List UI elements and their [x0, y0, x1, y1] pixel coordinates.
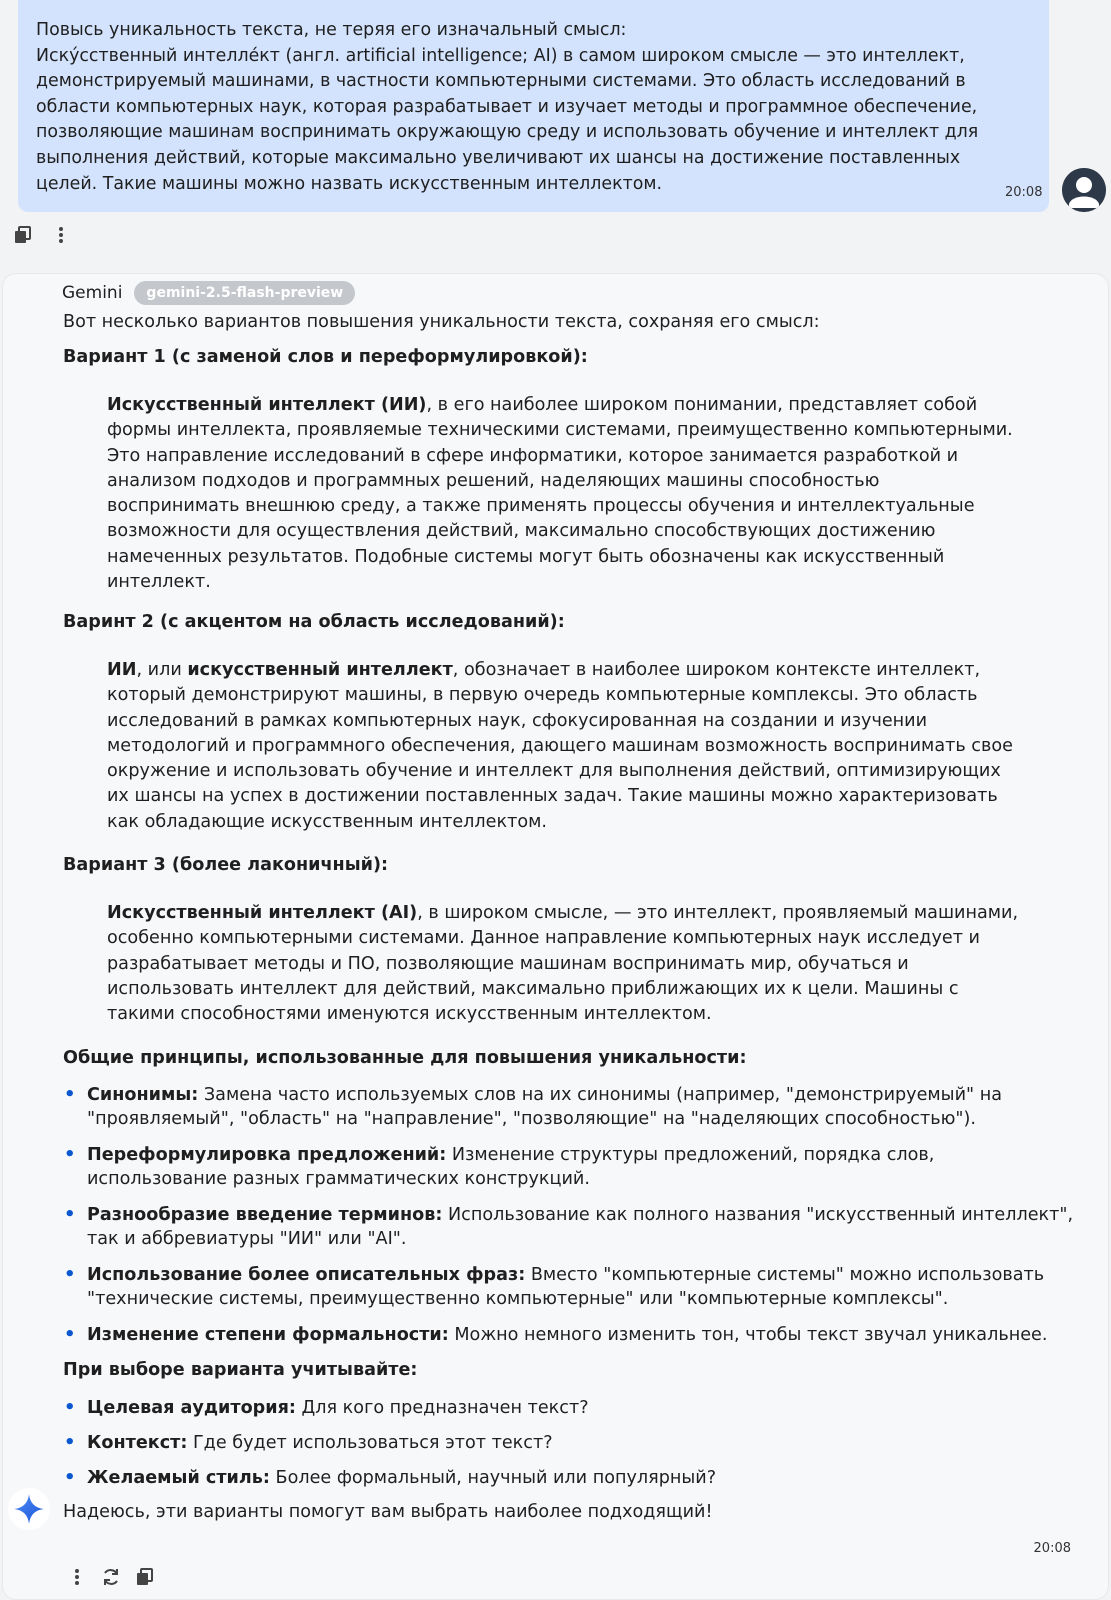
list-item: • Переформулировка предложений: Изменение структуры предложений, порядка слов, использование разных грамматических конструкций.	[64, 1144, 935, 1189]
model-badge: gemini-2.5-flash-preview	[134, 281, 355, 305]
list-item-text: Более формальный, научный или популярный?	[269, 1468, 717, 1488]
reply-closing: Надеюсь, эти варианты помогут вам выбрать наиболее подходящий!	[63, 1502, 713, 1522]
user-message-line: выполнения действий, которые максимально увеличивают их шансы на достижение поставленных	[36, 147, 961, 168]
list-item-text: "проявляемый", "область" на "направление", "позволяющие" на "наделяющих способностью").	[87, 1109, 976, 1129]
variant1-line: возможности для осуществления действий, максимально способствующих достижению	[107, 521, 936, 542]
reply-actions	[66, 1566, 156, 1588]
variant2-line: методологий и программного обеспечения, дающего машинам возможность воспринимать свое	[107, 735, 1013, 756]
list-item: • Использование более описательных фраз: Вместо "компьютерные системы" можно использовать "технические системы, преимущественно компьютерные" или "компьютерные комплексы".	[64, 1264, 1045, 1309]
variant2-line: окружение и использовать обучение и интеллект для выполнения действий, оптимизирующих	[107, 761, 1001, 782]
list-item-term: Использование более описательных фраз:	[87, 1265, 526, 1285]
user-message-line: целей. Такие машины можно назвать искусственным интеллектом.	[36, 173, 663, 194]
list-item-term: Разнообразие введение терминов:	[87, 1205, 443, 1225]
variant3-body	[107, 901, 1027, 1027]
variant2-body	[107, 658, 1027, 835]
user-message-line: области компьютерных наук, которая разрабатывает и изучает методы и программное обеспечение,	[36, 96, 978, 117]
list-item-text: Для кого предназначен текст?	[295, 1398, 589, 1418]
list-item-term: Целевая аудитория:	[87, 1398, 296, 1418]
variant1-line: , в его наиболее широком понимании, представляет собой	[426, 395, 978, 415]
principles-heading: Общие принципы, использованные для повышения уникальности:	[63, 1048, 747, 1068]
reply-time: 20:08	[1033, 1541, 1071, 1556]
variant3-heading: Вариант 3 (более лаконичный):	[63, 855, 389, 875]
variant2-line: , обозначает в наиболее широком контексте интеллект,	[452, 660, 981, 680]
variant2-line: который демонстрируют машины, в первую очередь компьютерные комплексы. Это область	[107, 685, 978, 706]
principles-list	[63, 1083, 1073, 1347]
list-item: • Синонимы: Замена часто используемых слов на их синонимы (например, "демонстрируемый" на "проявляемый", "область" на "направление", "позволяющие" на "наделяющих способностью").	[64, 1084, 1002, 1129]
variant1-term: Искусственный интеллект (ИИ)	[107, 395, 427, 415]
list-item-text: так и аббревиатуры "ИИ" или "AI".	[87, 1229, 407, 1249]
list-item: • Целевая аудитория: Для кого предназначен текст?	[64, 1397, 589, 1418]
list-item: • Контекст: Где будет использоваться этот текст?	[64, 1432, 553, 1453]
variant2-line: их шансы на успех в достижении поставленных задач. Такие машины можно характеризовать	[107, 786, 998, 807]
user-message-line: позволяющие машинам воспринимать окружающую среду и использовать обучение и интеллект для	[36, 122, 979, 143]
variant1-line: интеллект.	[107, 572, 211, 593]
sender-name: Gemini	[62, 283, 123, 303]
variant1-line: намеченных результатов. Подобные системы могут быть обозначены как искусственный	[107, 546, 945, 567]
choice-list	[63, 1396, 716, 1490]
user-avatar-icon[interactable]	[1062, 168, 1106, 212]
more-vert-icon[interactable]	[66, 1566, 88, 1588]
list-item-text: Где будет использоваться этот текст?	[187, 1433, 553, 1453]
variant3-line: использовать интеллект для действий, максимально приближающих их к цели. Машины с	[107, 978, 959, 999]
user-message-bubble	[18, 0, 1049, 212]
variant1-line: формы интеллекта, проявляемые техническими системами, преимущественно компьютерными.	[107, 420, 1013, 441]
list-item-term: Контекст:	[87, 1433, 188, 1453]
user-message-line: демонстрируемый машинами, в частности компьютерными системами. Это область исследований в	[36, 71, 966, 92]
user-message-line: Повысь уникальность текста, не теряя его изначальный смысл:	[36, 20, 627, 40]
variant2-heading: Варинт 2 (с акцентом на область исследований):	[63, 612, 565, 632]
list-item-text: Изменение структуры предложений, порядка слов,	[446, 1145, 935, 1165]
list-item: • Разнообразие введение терминов: Использование как полного названия "искусственный интеллект", так и аббревиатуры "ИИ" или "AI".	[64, 1204, 1074, 1249]
list-item: • Изменение степени формальности: Можно немного изменить тон, чтобы текст звучал уникальнее.	[64, 1324, 1048, 1345]
list-item-term: Переформулировка предложений:	[87, 1145, 447, 1165]
list-item-term: Желаемый стиль:	[87, 1468, 270, 1488]
variant2-term: искусственный интеллект	[187, 660, 453, 680]
list-item-text: "технические системы, преимущественно компьютерные" или "компьютерные комплексы".	[87, 1289, 949, 1309]
variant3-term: Искусственный интеллект (AI)	[107, 903, 418, 923]
list-item-text: Можно немного изменить тон, чтобы текст звучал уникальнее.	[448, 1325, 1048, 1345]
variant3-line: разрабатывает методы и ПО, позволяющие машинам воспринимать мир, обучаться и	[107, 953, 909, 974]
user-message-actions	[12, 224, 72, 246]
copy-icon[interactable]	[12, 224, 34, 246]
variant1-line: Это направление исследований в сфере информатики, которое занимается разработкой и	[107, 445, 959, 466]
variant3-line: такими способностями именуются искусственным интеллектом.	[107, 1004, 712, 1025]
variant3-line: , в широком смысле, — это интеллект, проявляемый машинами,	[417, 903, 1019, 923]
reply-header	[62, 281, 355, 305]
list-item-text: Вместо "компьютерные системы" можно использовать	[525, 1265, 1045, 1285]
gemini-sparkle-icon	[8, 1488, 50, 1530]
variant1-line: воспринимать внешнюю среду, а также применять процессы обучения и интеллектуальные	[107, 496, 975, 517]
variant1-line: анализом подходов и программных решений, наделяющих машины способностью	[107, 470, 880, 491]
reply-intro: Вот несколько вариантов повышения уникальности текста, сохраняя его смысл:	[63, 312, 820, 332]
variant1-body	[107, 393, 1027, 595]
list-item-term: Изменение степени формальности:	[87, 1325, 449, 1345]
list-item-text: использование разных грамматических конструкций.	[87, 1169, 590, 1189]
refresh-icon[interactable]	[100, 1566, 122, 1588]
copy-icon[interactable]	[134, 1566, 156, 1588]
list-item-text: Замена часто используемых слов на их синонимы (например, "демонстрируемый" на	[198, 1085, 1002, 1105]
user-message-time: 20:08	[1005, 185, 1043, 200]
variant3-line: особенно компьютерными системами. Данное направление компьютерных наук исследует и	[107, 928, 980, 949]
variant2-line: исследований в рамках компьютерных наук, сфокусированная на создании и изучении	[107, 710, 928, 731]
list-item-text: Использование как полного названия "искусственный интеллект",	[442, 1205, 1074, 1225]
variant2-text: , или	[136, 660, 188, 680]
list-item-term: Синонимы:	[87, 1085, 199, 1105]
more-vert-icon[interactable]	[50, 224, 72, 246]
variant1-heading: Вариант 1 (с заменой слов и переформулировкой):	[63, 347, 588, 367]
choice-heading: При выборе варианта учитывайте:	[63, 1360, 418, 1380]
variant2-line: как обладающие искусственным интеллектом.	[107, 811, 547, 832]
variant2-term: ИИ	[107, 660, 137, 680]
list-item: • Желаемый стиль: Более формальный, научный или популярный?	[64, 1467, 717, 1488]
user-message-line: Искýсственный интелле́кт (англ. artificial intelligence; AI) в самом широком смысле — это интеллект,	[36, 45, 965, 66]
